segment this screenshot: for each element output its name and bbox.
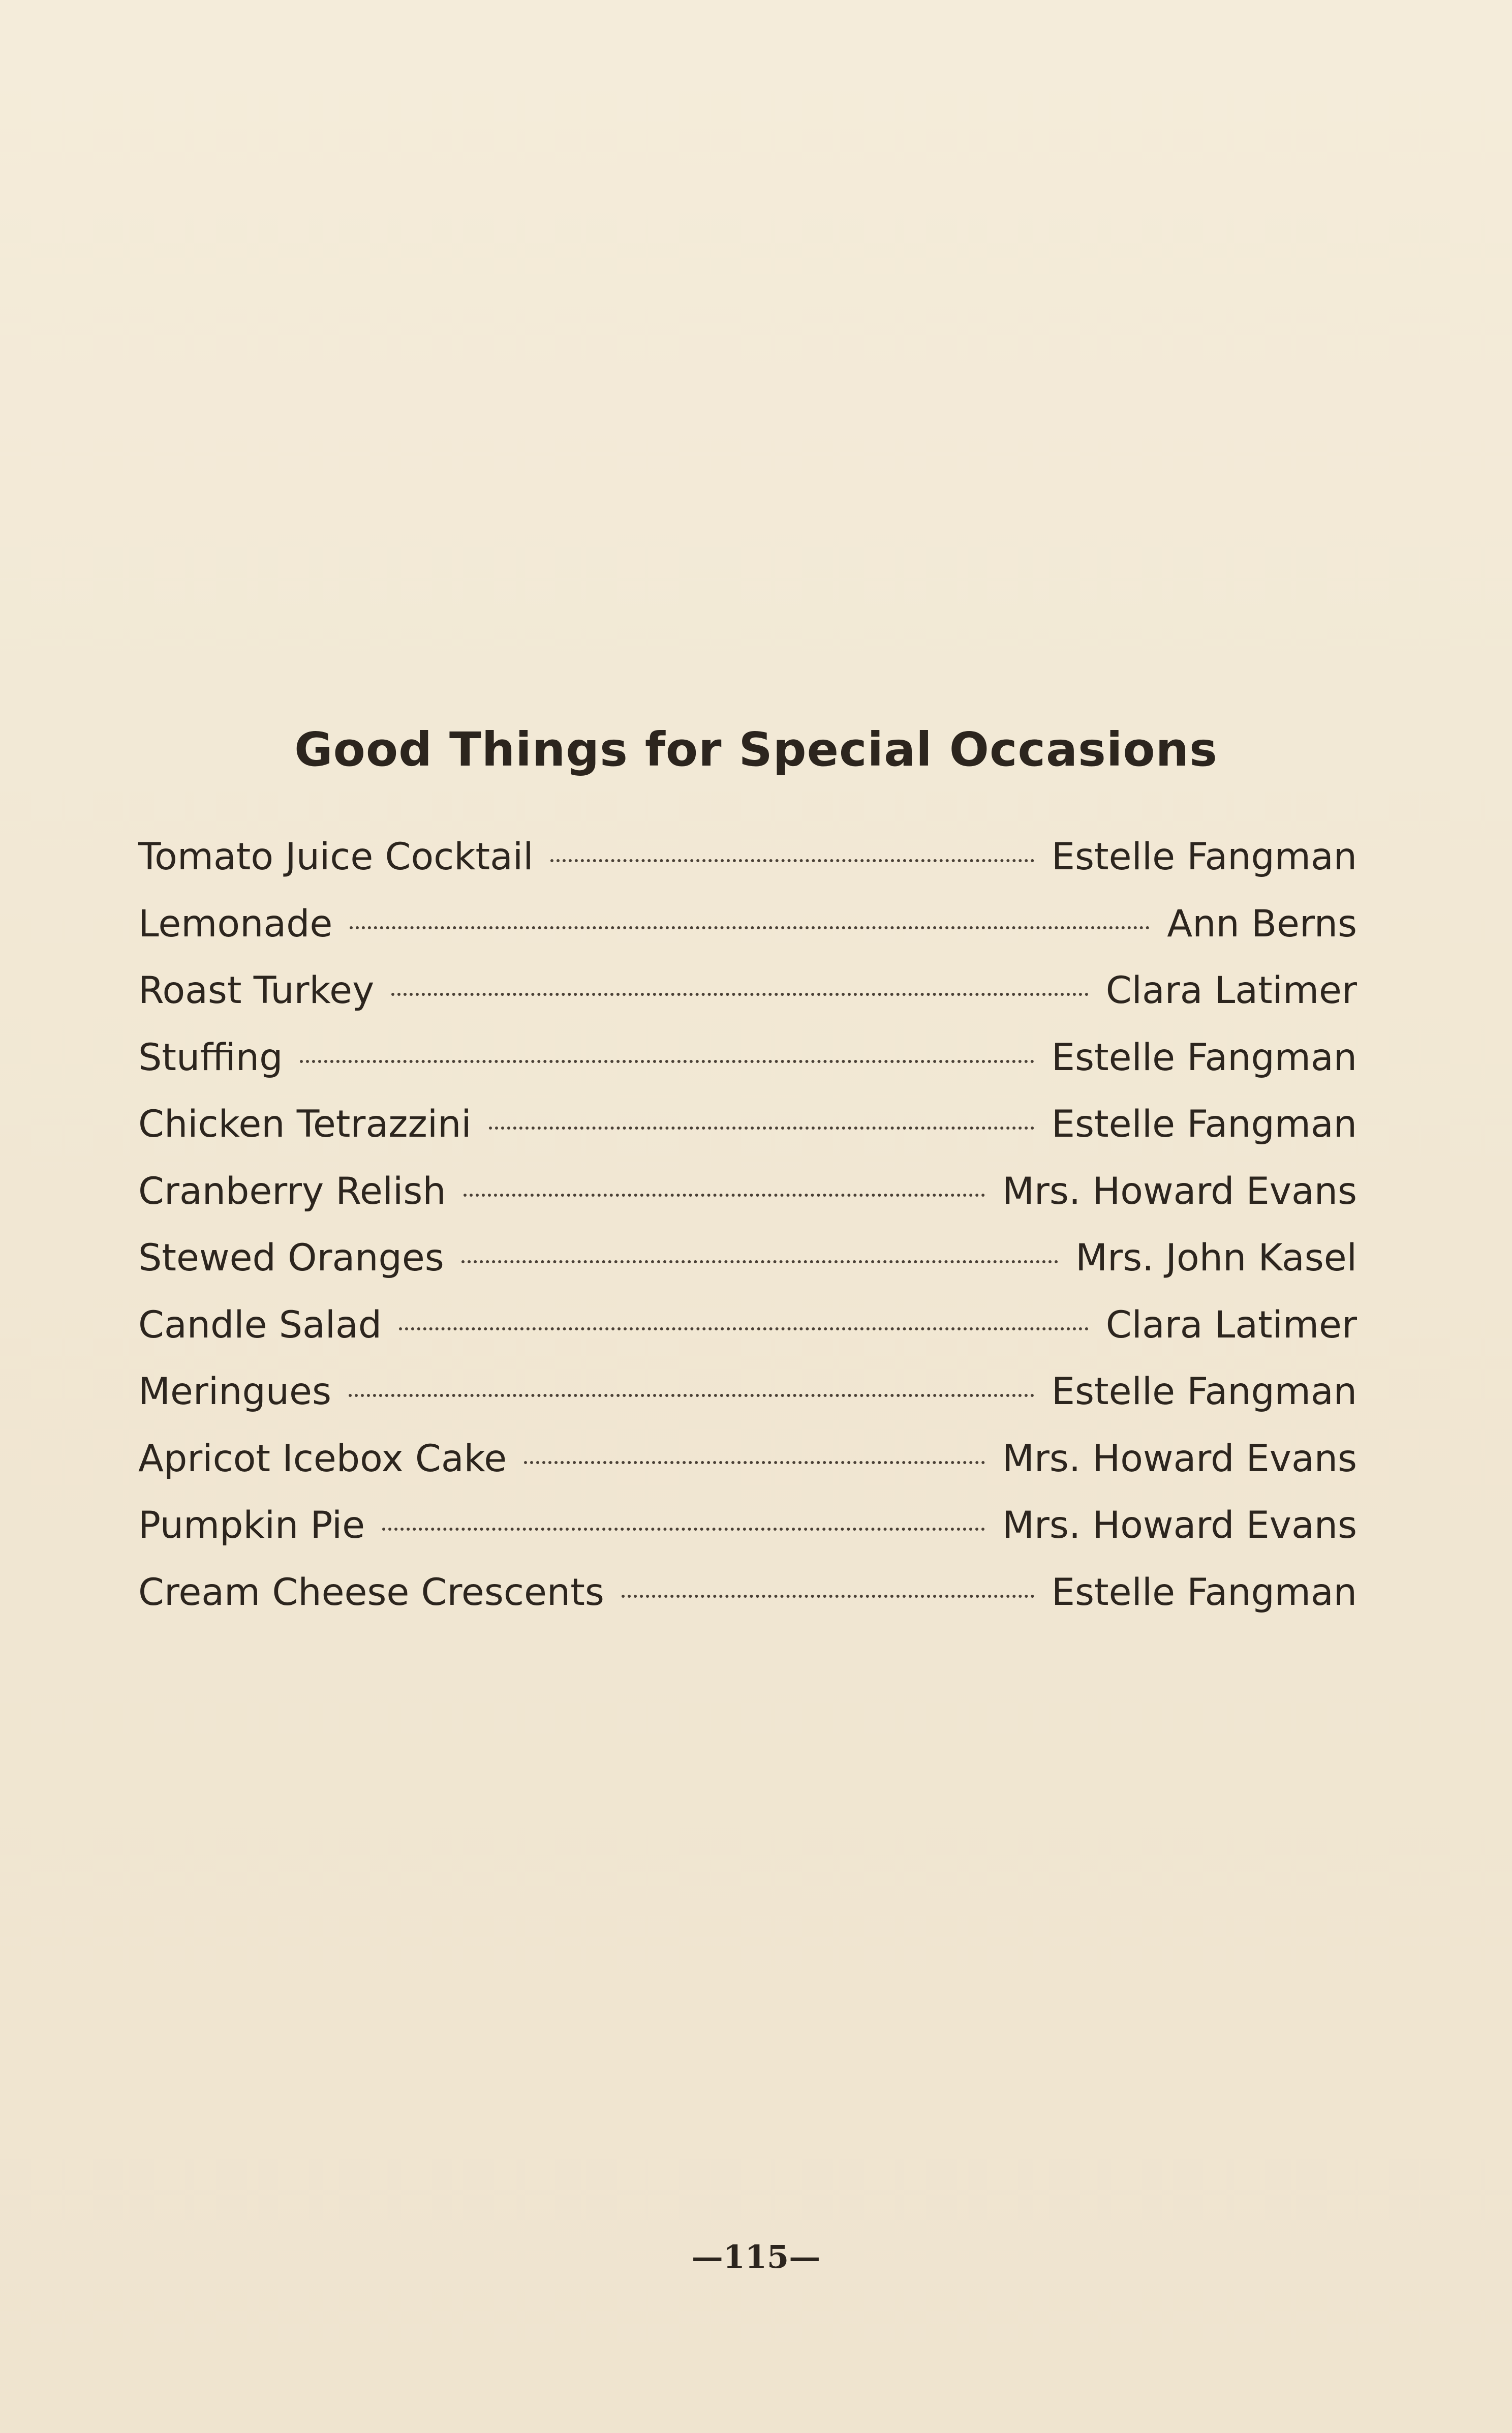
dot-leader [550, 859, 1034, 862]
contributor-name: Estelle Fangman [1051, 835, 1357, 878]
list-item [138, 1425, 1357, 1493]
contributor-name: Estelle Fangman [1051, 1036, 1357, 1079]
page-title: Good Things for Special Occasions [294, 722, 1218, 777]
list-item [138, 1024, 1357, 1091]
recipe-name: Lemonade [138, 902, 333, 946]
recipe-name: Meringues [138, 1370, 332, 1413]
list-item [138, 1225, 1357, 1292]
dot-leader [524, 1461, 985, 1464]
dot-leader [399, 1327, 1089, 1330]
contributor-name: Estelle Fangman [1051, 1570, 1357, 1614]
dot-leader [382, 1528, 985, 1531]
contributor-name: Estelle Fangman [1051, 1370, 1357, 1413]
dot-leader [489, 1127, 1034, 1130]
list-item [138, 1091, 1357, 1158]
contributor-name: Estelle Fangman [1051, 1103, 1357, 1146]
contributor-name: Ann Berns [1167, 902, 1357, 946]
contributor-name: Clara Latimer [1105, 1303, 1357, 1347]
list-item [138, 1292, 1357, 1359]
recipe-name: Candle Salad [138, 1303, 382, 1347]
recipe-name: Chicken Tetrazzini [138, 1103, 472, 1146]
contributor-name: Mrs. Howard Evans [1002, 1169, 1357, 1213]
list-item [138, 1559, 1357, 1626]
contributor-name: Mrs. Howard Evans [1002, 1437, 1357, 1480]
dot-leader [349, 1394, 1034, 1397]
dot-leader [350, 926, 1150, 929]
recipe-name: Roast Turkey [138, 969, 375, 1012]
list-item [138, 1492, 1357, 1559]
list-item [138, 824, 1357, 891]
contributor-name: Mrs. John Kasel [1075, 1236, 1357, 1280]
contributor-name: Clara Latimer [1105, 969, 1357, 1012]
recipe-name: Stewed Oranges [138, 1236, 444, 1280]
recipe-name: Stuffing [138, 1036, 283, 1079]
list-item [138, 1158, 1357, 1225]
dot-leader [622, 1595, 1034, 1598]
dot-leader [300, 1060, 1034, 1063]
dot-leader [461, 1260, 1058, 1263]
list-item [138, 1358, 1357, 1425]
dot-leader [391, 993, 1088, 996]
dot-leader [464, 1194, 985, 1197]
contributor-name: Mrs. Howard Evans [1002, 1504, 1357, 1547]
list-item [138, 891, 1357, 958]
recipe-name: Pumpkin Pie [138, 1504, 365, 1547]
recipe-name: Apricot Icebox Cake [138, 1437, 507, 1480]
recipe-name: Cream Cheese Crescents [138, 1570, 604, 1614]
page-number: —115— [691, 2238, 821, 2275]
recipe-name: Tomato Juice Cocktail [138, 835, 534, 878]
list-item [138, 957, 1357, 1024]
recipe-name: Cranberry Relish [138, 1169, 446, 1213]
recipe-contents-list [138, 824, 1357, 1626]
